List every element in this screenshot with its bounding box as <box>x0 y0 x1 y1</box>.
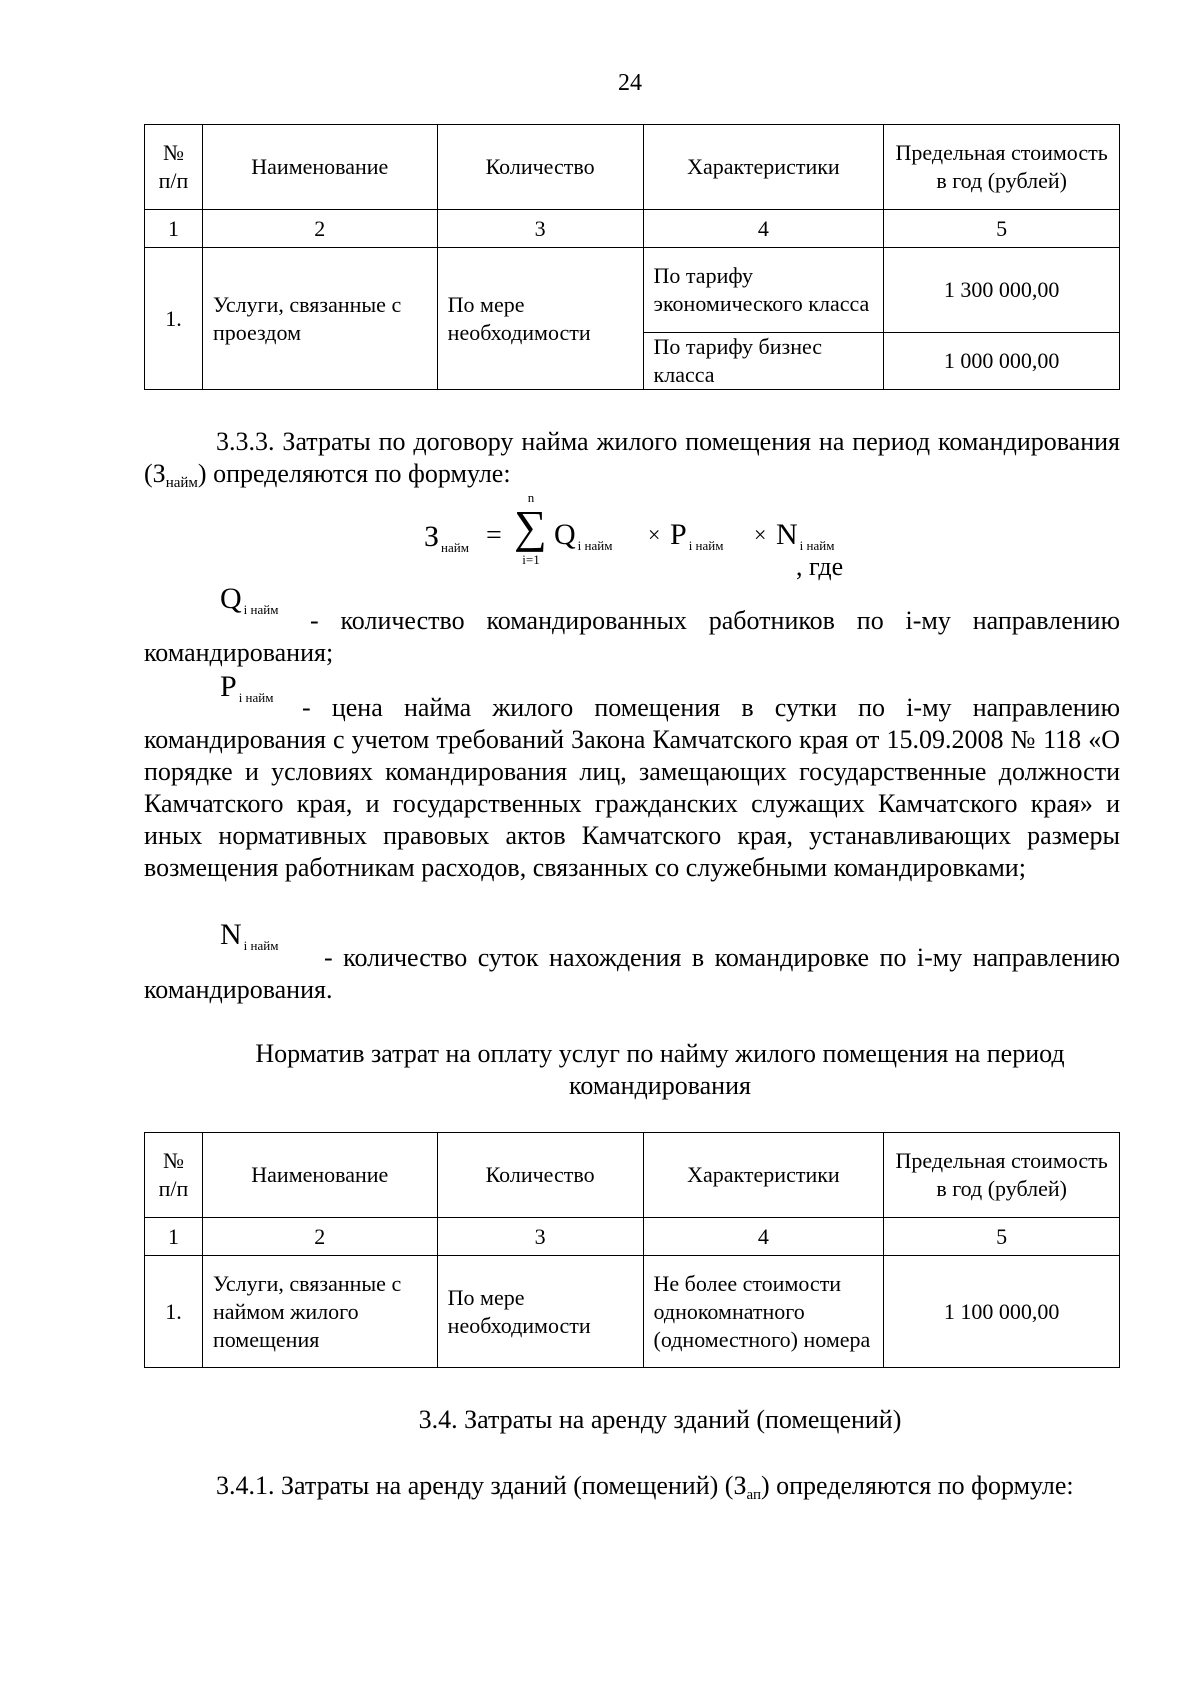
definition-subscript: i найм <box>243 938 279 953</box>
subscript: ап <box>746 1487 761 1503</box>
row-quantity: По мере необходимости <box>437 248 643 390</box>
header-cell-name: Наименование <box>202 1133 437 1218</box>
row-cost: 1 300 000,00 <box>884 248 1120 333</box>
q-definition: - количество командированных работников по i-му направлению командирования; <box>144 606 1120 667</box>
paragraph-3-4-1 <box>144 1470 1120 1502</box>
row-characteristic: По тарифу экономического класса <box>643 248 884 333</box>
formula-n <box>776 518 834 554</box>
text-fragment: 3.4.1. Затраты на аренду зданий (помещений) (З <box>216 1471 747 1500</box>
subscript: найм <box>165 475 198 491</box>
definition-symbol: N <box>220 918 242 951</box>
row-num: 1. <box>145 1256 203 1368</box>
formula-times: × <box>648 522 661 547</box>
text-fragment: ) определяются по формуле: <box>197 459 511 488</box>
header-cell-quantity: Количество <box>437 125 643 210</box>
table-header-row <box>145 1133 1120 1218</box>
table-header-row <box>145 125 1120 210</box>
formula-times: × <box>754 522 767 547</box>
n-definition: - количество суток нахождения в командировке по i-му направлению командирования. <box>144 943 1120 1004</box>
formula-symbol: P <box>670 518 687 551</box>
section-3-4-heading: 3.4. Затраты на аренду зданий (помещений) <box>418 1405 902 1434</box>
definition-symbol: Q <box>220 582 242 615</box>
text-fragment: 3.3.3. Затраты по договору найма жилого помещения на период командирования (З <box>144 427 1120 488</box>
col-number: 2 <box>202 1218 437 1256</box>
formula-symbol: З <box>424 520 440 553</box>
col-number: 5 <box>884 1218 1120 1256</box>
column-number-row <box>145 210 1120 248</box>
paragraph-3-3-3 <box>144 426 1120 490</box>
header-cell-num: № п/п <box>145 1133 203 1218</box>
sum-lower-limit: i=1 <box>522 552 540 567</box>
formula-symbol: N <box>776 518 798 551</box>
sum-upper-limit: n <box>527 490 535 505</box>
row-num: 1. <box>145 248 203 390</box>
formula-q <box>554 518 612 554</box>
col-number: 5 <box>884 210 1120 248</box>
header-cell-cost: Предельная стоимость в год (рублей) <box>884 1133 1120 1218</box>
formula-subscript: i найм <box>688 538 724 553</box>
row-cost: 1 000 000,00 <box>884 333 1120 390</box>
header-cell-num: № п/п <box>145 125 203 210</box>
formula-equals: = <box>486 520 502 551</box>
formula-p <box>670 518 723 554</box>
travel-services-table <box>144 124 1120 390</box>
formula-subscript: i найм <box>577 538 613 553</box>
header-cell-characteristics: Характеристики <box>643 125 884 210</box>
row-name: Услуги, связанные с проездом <box>202 248 437 390</box>
row-name: Услуги, связанные с наймом жилого помещения <box>202 1256 437 1368</box>
header-cell-cost: Предельная стоимость в год (рублей) <box>884 125 1120 210</box>
col-number: 1 <box>145 210 203 248</box>
table-row <box>145 1256 1120 1368</box>
formula-where: , где <box>796 552 844 581</box>
col-number: 2 <box>202 210 437 248</box>
header-cell-name: Наименование <box>202 125 437 210</box>
col-number: 4 <box>643 210 884 248</box>
col-number: 1 <box>145 1218 203 1256</box>
formula-symbol: Q <box>554 518 576 551</box>
col-number: 4 <box>643 1218 884 1256</box>
row-cost: 1 100 000,00 <box>884 1256 1120 1368</box>
row-quantity: По мере необходимости <box>437 1256 643 1368</box>
definition-symbol: P <box>220 670 237 703</box>
table2-title: Норматив затрат на оплату услуг по найму жилого помещения на период командирования <box>255 1039 1065 1100</box>
p-definition: - цена найма жилого помещения в сутки по i-му направлению командирования с учетом требований Закона Камчатского края от 15.09.2008 № 118 «О порядке и условиях командирования лиц, замещающих государственные должности Камчатского края, и государственных гражданских служащих Камчатского края» и иных нормативных правовых актов Камчатского края, устанавливающих размеры возмещения работникам расходов, связанных со служебными командировками; <box>144 693 1120 882</box>
sum-icon: ∑ <box>514 501 547 552</box>
col-number: 3 <box>437 210 643 248</box>
row-characteristic: Не более стоимости однокомнатного (одноместного) номера <box>643 1256 884 1368</box>
formula-lhs <box>424 520 469 556</box>
formula-subscript: i найм <box>799 538 835 553</box>
col-number: 3 <box>437 1218 643 1256</box>
rent-services-table <box>144 1132 1120 1368</box>
formula-subscript: найм <box>441 540 469 555</box>
text-fragment: ) определяются по формуле: <box>760 1471 1074 1500</box>
definition-subscript: i найм <box>238 690 274 705</box>
header-cell-quantity: Количество <box>437 1133 643 1218</box>
page-number: 24 <box>618 70 642 96</box>
definition-subscript: i найм <box>243 602 279 617</box>
table-row <box>145 248 1120 333</box>
row-characteristic: По тарифу бизнес класса <box>643 333 884 390</box>
column-number-row <box>145 1218 1120 1256</box>
header-cell-characteristics: Характеристики <box>643 1133 884 1218</box>
